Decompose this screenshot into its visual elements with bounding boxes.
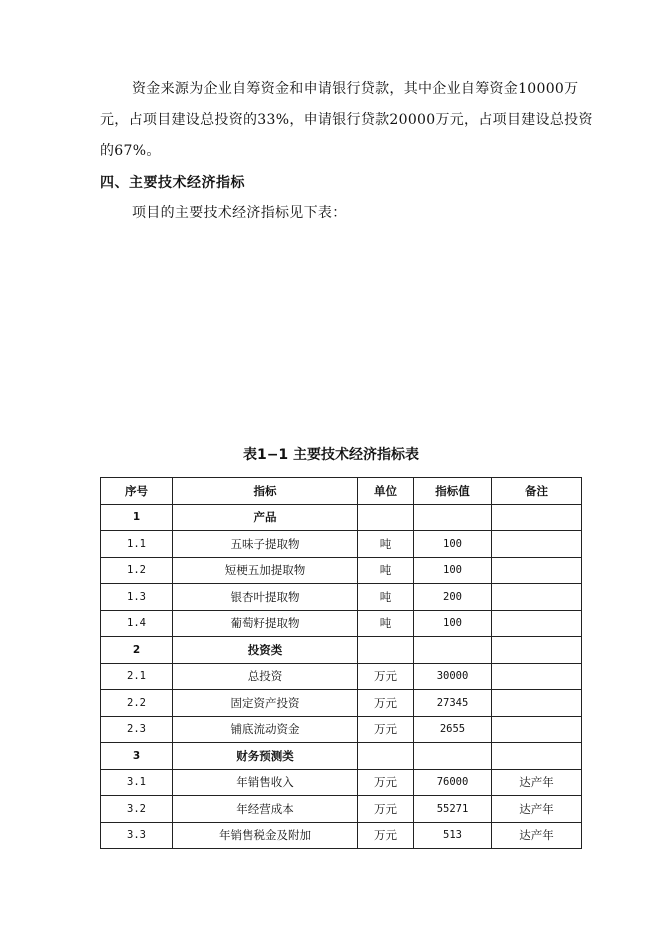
table-group-row bbox=[101, 504, 582, 531]
section-heading: 四、主要技术经济指标 bbox=[100, 175, 245, 191]
row-indicator: 产品 bbox=[173, 504, 358, 531]
row-value bbox=[414, 504, 492, 531]
row-no: 2.3 bbox=[101, 716, 173, 743]
col-header-no: 序号 bbox=[101, 478, 173, 505]
row-no: 1 bbox=[101, 504, 173, 531]
row-no: 1.1 bbox=[101, 531, 173, 558]
col-header-note: 备注 bbox=[492, 478, 582, 505]
table-row bbox=[101, 610, 582, 637]
header-row bbox=[101, 478, 582, 505]
row-unit: 吨 bbox=[358, 610, 414, 637]
row-value bbox=[414, 743, 492, 770]
table-row bbox=[101, 796, 582, 823]
spec-table bbox=[100, 477, 582, 849]
row-no: 3.1 bbox=[101, 769, 173, 796]
row-indicator: 葡萄籽提取物 bbox=[173, 610, 358, 637]
table-row bbox=[101, 584, 582, 611]
row-note: 达产年 bbox=[492, 769, 582, 796]
table-row bbox=[101, 663, 582, 690]
row-value: 55271 bbox=[414, 796, 492, 823]
row-indicator: 固定资产投资 bbox=[173, 690, 358, 717]
col-header-value: 指标值 bbox=[414, 478, 492, 505]
row-indicator: 年销售收入 bbox=[173, 769, 358, 796]
row-value: 76000 bbox=[414, 769, 492, 796]
row-indicator: 五味子提取物 bbox=[173, 531, 358, 558]
row-indicator: 银杏叶提取物 bbox=[173, 584, 358, 611]
row-indicator: 总投资 bbox=[173, 663, 358, 690]
row-value: 100 bbox=[414, 610, 492, 637]
funding-paragraph: 资金来源为企业自筹资金和申请银行贷款，其中企业自筹资金10000万元，占项目建设总投资的33%，申请银行贷款20000万元，占项目建设总投资的67%。 bbox=[100, 81, 593, 159]
table-intro-paragraph: 项目的主要技术经济指标见下表： bbox=[132, 205, 347, 221]
row-no: 1.2 bbox=[101, 557, 173, 584]
table-row bbox=[101, 690, 582, 717]
row-note bbox=[492, 610, 582, 637]
table-title: 表1−1 主要技术经济指标表 bbox=[242, 447, 420, 463]
table-row bbox=[101, 531, 582, 558]
row-unit: 万元 bbox=[358, 796, 414, 823]
row-unit: 万元 bbox=[358, 716, 414, 743]
table-row bbox=[101, 822, 582, 849]
row-no: 1.4 bbox=[101, 610, 173, 637]
row-indicator: 铺底流动资金 bbox=[173, 716, 358, 743]
table-group-row bbox=[101, 743, 582, 770]
row-note bbox=[492, 637, 582, 664]
col-header-unit: 单位 bbox=[358, 478, 414, 505]
row-indicator: 短梗五加提取物 bbox=[173, 557, 358, 584]
row-unit: 万元 bbox=[358, 663, 414, 690]
row-no: 3 bbox=[101, 743, 173, 770]
row-note bbox=[492, 690, 582, 717]
row-indicator: 年经营成本 bbox=[173, 796, 358, 823]
row-note: 达产年 bbox=[492, 796, 582, 823]
row-unit: 吨 bbox=[358, 584, 414, 611]
row-note bbox=[492, 504, 582, 531]
row-note bbox=[492, 531, 582, 558]
col-header-indicator: 指标 bbox=[173, 478, 358, 505]
row-note bbox=[492, 584, 582, 611]
row-unit: 吨 bbox=[358, 557, 414, 584]
table-row bbox=[101, 716, 582, 743]
row-unit: 万元 bbox=[358, 769, 414, 796]
row-value: 100 bbox=[414, 531, 492, 558]
row-value: 30000 bbox=[414, 663, 492, 690]
row-no: 3.2 bbox=[101, 796, 173, 823]
row-unit: 吨 bbox=[358, 531, 414, 558]
row-no: 1.3 bbox=[101, 584, 173, 611]
row-unit bbox=[358, 743, 414, 770]
row-note: 达产年 bbox=[492, 822, 582, 849]
table-body bbox=[101, 504, 582, 849]
table-row bbox=[101, 557, 582, 584]
table-row bbox=[101, 769, 582, 796]
row-no: 2.2 bbox=[101, 690, 173, 717]
row-no: 2 bbox=[101, 637, 173, 664]
row-unit: 万元 bbox=[358, 690, 414, 717]
row-value: 513 bbox=[414, 822, 492, 849]
row-unit: 万元 bbox=[358, 822, 414, 849]
row-note bbox=[492, 663, 582, 690]
row-unit bbox=[358, 637, 414, 664]
table-group-row bbox=[101, 637, 582, 664]
row-value: 2655 bbox=[414, 716, 492, 743]
row-value bbox=[414, 637, 492, 664]
row-no: 3.3 bbox=[101, 822, 173, 849]
row-indicator: 财务预测类 bbox=[173, 743, 358, 770]
row-unit bbox=[358, 504, 414, 531]
row-value: 27345 bbox=[414, 690, 492, 717]
row-no: 2.1 bbox=[101, 663, 173, 690]
row-value: 100 bbox=[414, 557, 492, 584]
row-note bbox=[492, 743, 582, 770]
row-value: 200 bbox=[414, 584, 492, 611]
row-indicator: 投资类 bbox=[173, 637, 358, 664]
row-indicator: 年销售税金及附加 bbox=[173, 822, 358, 849]
row-note bbox=[492, 716, 582, 743]
row-note bbox=[492, 557, 582, 584]
